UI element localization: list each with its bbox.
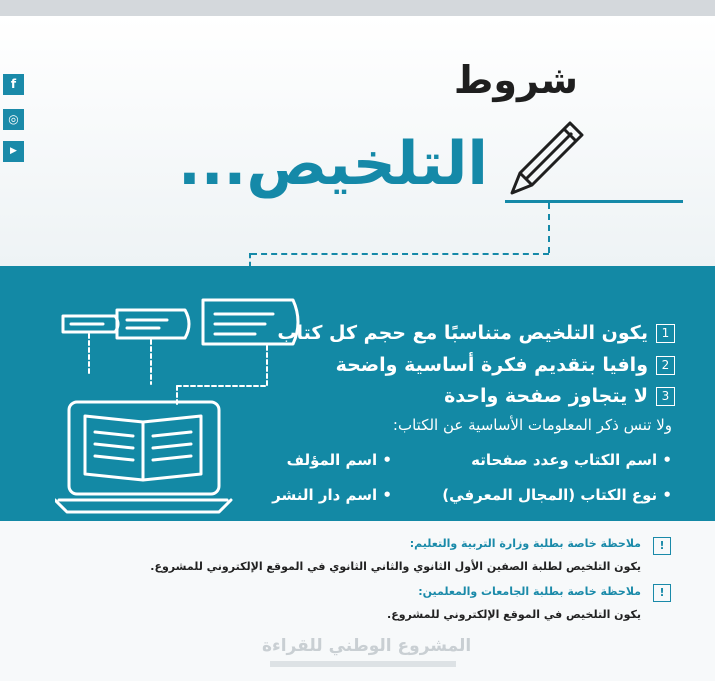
books-laptop-illustration	[55, 294, 315, 514]
rule-number: 2	[656, 356, 675, 375]
title-underline	[505, 200, 683, 203]
facebook-icon[interactable]: f	[3, 74, 24, 95]
info-item-book-name: • اسم الكتاب وعدد صفحاته	[471, 451, 672, 469]
note-body: يكون التلخيص في الموقع الإلكتروني للمشروع.	[387, 608, 641, 621]
note-title: ملاحظة خاصة بطلبة وزارة التربية والتعليم:	[409, 537, 641, 550]
youtube-icon[interactable]: ▶	[3, 141, 24, 162]
rule-text: وافيا بتقديم فكرة أساسية واضحة	[335, 354, 648, 376]
rule-text: يكون التلخيص متناسبًا مع حجم كل كتاب	[277, 322, 648, 344]
rule-number: 1	[656, 324, 675, 343]
rule-item-1	[277, 322, 675, 344]
rules-panel	[0, 266, 715, 521]
note-body: يكون التلخيص لطلبة الصفين الأول الثانوي والثاني الثانوي في الموقع الإلكتروني للمشروع.	[150, 560, 641, 573]
rule-item-3	[444, 385, 675, 407]
info-item-publisher: • اسم دار النشر	[272, 486, 392, 504]
alert-icon: !	[653, 537, 671, 555]
connector-line	[548, 203, 550, 253]
rule-item-2	[336, 354, 675, 376]
footer-logo-underline	[270, 661, 456, 667]
note-title: ملاحظة خاصة بطلبة الجامعات والمعلمين:	[418, 585, 641, 598]
alert-icon: !	[653, 584, 671, 602]
reminder-text: ولا تنس ذكر المعلومات الأساسية عن الكتاب:	[392, 416, 672, 434]
connector-line	[249, 253, 251, 267]
info-item-author: • اسم المؤلف	[286, 451, 392, 469]
rule-text: لا يتجاوز صفحة واحدة	[444, 385, 648, 407]
connector-line	[251, 253, 549, 255]
page-title: التلخيص...	[177, 129, 488, 199]
top-bar	[0, 0, 715, 16]
rule-number: 3	[656, 387, 675, 406]
footer-logo: المشروع الوطني للقراءة	[262, 636, 472, 656]
title-small: شروط	[453, 58, 578, 102]
pencil-icon	[502, 111, 592, 205]
instagram-icon[interactable]: ◎	[3, 109, 24, 130]
poster	[0, 16, 715, 681]
info-item-book-type: • نوع الكتاب (المجال المعرفي)	[442, 486, 672, 504]
poster-header	[0, 16, 715, 266]
